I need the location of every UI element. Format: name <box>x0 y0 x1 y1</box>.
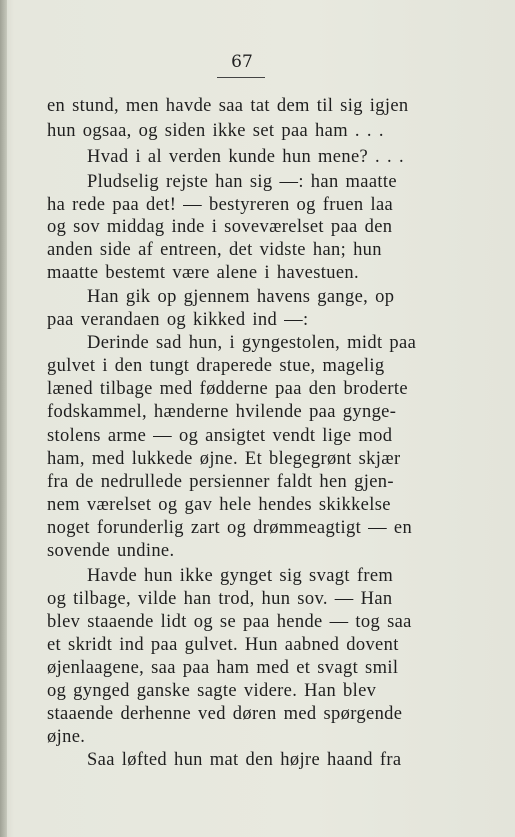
text-line: fodskammel, hænderne hvilende paa gynge- <box>47 402 397 422</box>
text-line: Han gik op gjennem havens gange, op <box>87 287 395 307</box>
text-line: staaende derhenne ved døren med spørgende <box>47 704 403 724</box>
text-line: læned tilbage med fødderne paa den broderte <box>47 379 408 399</box>
text-line: en stund, men havde saa tat dem til sig igjen <box>47 96 409 116</box>
text-line: et skridt ind paa gulvet. Hun aabned dovent <box>47 635 399 655</box>
text-line: maatte bestemt være alene i havestuen. <box>47 263 359 283</box>
text-line: fra de nedrullede persienner faldt hen gjen- <box>47 472 394 492</box>
text-line: ham, med lukkede øjne. Et blegegrønt skjær <box>47 449 401 469</box>
text-line: og gynged ganske sagte videre. Han blev <box>47 681 377 701</box>
text-line: øjne. <box>47 727 86 747</box>
text-line: stolens arme — og ansigtet vendt lige mod <box>47 426 393 446</box>
text-line: og tilbage, vilde han trod, hun sov. — Han <box>47 589 393 609</box>
text-line: Hvad i al verden kunde hun mene? . . . <box>87 147 404 167</box>
text-line: paa verandaen og kikked ind —: <box>47 310 309 330</box>
text-line: nem værelset og gav hele hendes skikkelse <box>47 495 391 515</box>
page-number-rule <box>217 77 265 78</box>
text-line: Saa løfted hun mat den højre haand fra <box>87 750 402 770</box>
text-line: Derinde sad hun, i gyngestolen, midt paa <box>87 333 417 353</box>
text-line: sovende undine. <box>47 541 175 561</box>
text-line: og sov middag inde i soveværelset paa den <box>47 217 393 237</box>
text-line: hun ogsaa, og siden ikke set paa ham . . . <box>47 121 384 141</box>
text-line: noget forunderlig zart og drømmeagtigt — en <box>47 518 413 538</box>
text-line: anden side af entreen, det vidste han; hun <box>47 240 382 260</box>
text-line: gulvet i den tungt draperede stue, magelig <box>47 356 385 376</box>
text-line: Pludselig rejste han sig —: han maatte <box>87 172 397 192</box>
page-gutter <box>0 0 7 837</box>
text-line: Havde hun ikke gynget sig svagt frem <box>87 566 394 586</box>
page-number: 67 <box>231 52 253 72</box>
text-line: ha rede paa det! — bestyreren og fruen laa <box>47 195 394 215</box>
text-line: øjenlaagene, saa paa ham med et svagt smil <box>47 658 399 678</box>
text-line: blev staaende lidt og se paa hende — tog saa <box>47 612 412 632</box>
